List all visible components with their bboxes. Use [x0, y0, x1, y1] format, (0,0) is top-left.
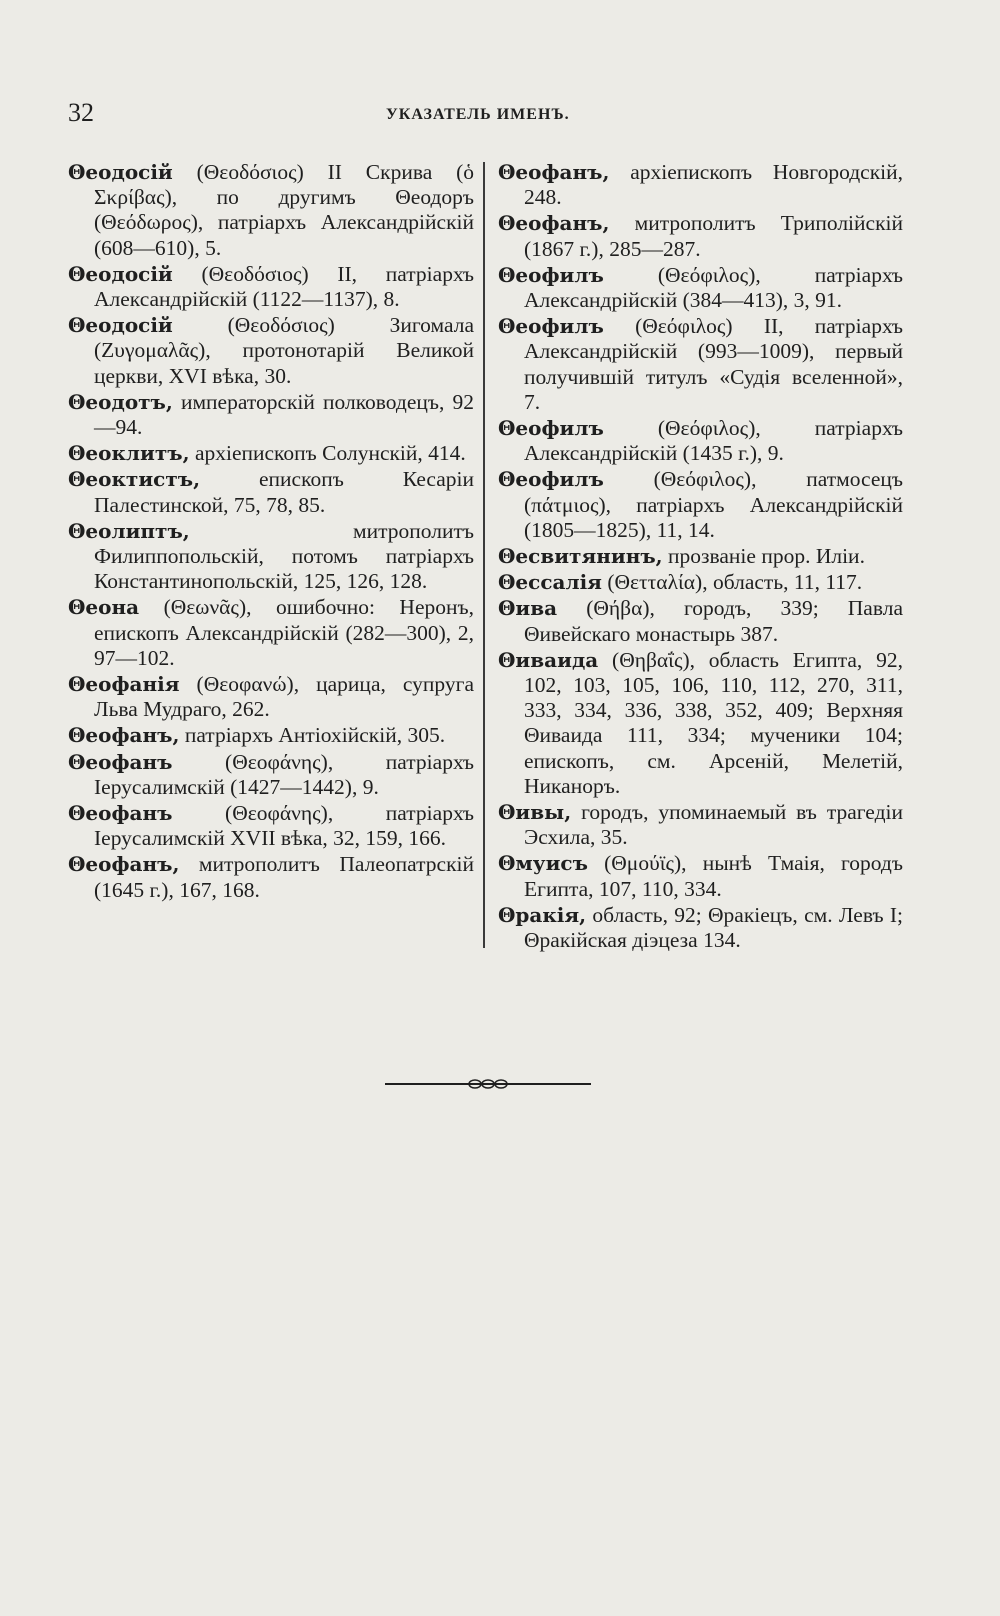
entry-headword: Θеофилъ: [498, 416, 604, 441]
entry-headword: Θракія,: [498, 902, 587, 927]
entry-text: (Θεόφιλος) II, патріархъ Александрійскій (993—1009), первый получившій титулъ «Судія вселенной», 7.: [524, 314, 903, 414]
index-entry: [68, 313, 474, 389]
entry-headword: Θеона: [68, 595, 140, 620]
entry-text: (Θεόφιλος), патріархъ Александрійскій (1435 г.), 9.: [524, 416, 903, 466]
index-entry: [68, 801, 474, 851]
entry-text: городъ, упоминаемый въ трагедіи Эсхила, 35.: [524, 800, 903, 850]
entry-text: (Θεοδόσιος) Зигомала (Ζυγομαλᾶς), протонотарій Великой церкви, XVI вѣка, 30.: [94, 313, 474, 388]
entry-headword: Θивы,: [498, 800, 572, 825]
page-number: 32: [68, 98, 94, 127]
entry-text: митрополитъ Филиппопольскій, потомъ патріархъ Константинопольскій, 125, 126, 128.: [94, 518, 474, 594]
entry-text: (Θήβα), городъ, 339; Павла Θивейскаго монастырь 387.: [524, 596, 903, 646]
index-entry: [498, 903, 903, 953]
entry-text: (Θεωνᾶς), ошибочно: Неронъ, епископъ Александрійскій (282—300), 2, 97—102.: [94, 595, 474, 670]
entry-headword: Θеодосій: [68, 313, 173, 338]
entry-text: митрополитъ Палеопатрскій (1645 г.), 167, 168.: [94, 852, 474, 902]
entry-headword: Θеоктистъ,: [68, 467, 201, 492]
entry-text: (Θεόφιλος), патріархъ Александрійскій (384—413), 3, 91.: [524, 262, 903, 313]
entry-text: императорскій полководецъ, 92—94.: [94, 389, 474, 440]
entry-headword: Θесвитянинъ,: [498, 544, 663, 569]
entry-headword: Θеофанія: [68, 672, 180, 697]
index-entry: [498, 648, 903, 799]
entry-headword: Θеофанъ,: [498, 160, 610, 184]
entry-text: (Θεόφιλος), патмосецъ (πάτμιος), патріархъ Александрійскій (1805—1825), 11, 14.: [524, 467, 903, 542]
entry-headword: Θессалія: [498, 570, 602, 595]
entry-text: область, 92; Θракіецъ, см. Левъ I; Θракійская діэцеза 134.: [524, 902, 903, 953]
entry-text: епископъ Кесаріи Палестинской, 75, 78, 85.: [94, 467, 474, 517]
index-entry: [498, 851, 903, 901]
running-title: УКАЗАТЕЛЬ ИМЕНЪ.: [386, 106, 570, 123]
entry-headword: Θива: [498, 596, 558, 621]
index-column-right: [498, 160, 903, 954]
entry-text: (Θεοδόσιος) II, патріархъ Александрійскій (1122—1137), 8.: [94, 261, 474, 312]
entry-text: (Θηβαΐς), область Египта, 92, 102, 103, 105, 106, 110, 112, 270, 311, 333, 334, 336, 338, 352, 409; Верхняя Θиваида 111, 334; мученики 104; епископъ, см. Арсеній, Мелетій, Никаноръ.: [524, 647, 903, 798]
index-entry: [498, 314, 903, 415]
index-entry: [68, 262, 474, 312]
index-entry: [498, 263, 903, 313]
entry-headword: Θеофилъ: [498, 314, 604, 339]
entry-text: патріархъ Антіохійскій, 305.: [179, 723, 446, 748]
entry-headword: Θеоклитъ,: [68, 441, 190, 466]
entry-text: (Θεοφάνης), патріархъ Іерусалимскій (1427—1442), 9.: [94, 749, 474, 799]
index-entry: [498, 160, 903, 210]
entry-headword: Θеофанъ,: [68, 852, 180, 877]
index-entry: [68, 672, 474, 722]
index-entry: [68, 467, 474, 517]
entry-text: прозваніе прор. Иліи.: [662, 544, 865, 569]
index-entry: [498, 544, 903, 569]
entry-headword: Θеофанъ: [68, 801, 173, 826]
end-ornament: [385, 1077, 591, 1091]
entry-headword: Θмуисъ: [498, 851, 588, 876]
entry-headword: Θеодотъ,: [68, 389, 173, 414]
entry-headword: Θеодосій: [68, 160, 173, 184]
index-entry: [68, 519, 474, 595]
index-entry: [68, 160, 474, 261]
entry-headword: Θеофанъ: [68, 749, 173, 774]
entry-text: (Θετταλία), область, 11, 117.: [601, 570, 863, 595]
entry-headword: Θеолиптъ,: [68, 518, 190, 543]
entry-headword: Θеофанъ,: [498, 211, 610, 236]
index-entry: [498, 596, 903, 646]
entry-headword: Θеофилъ: [498, 467, 604, 492]
index-entry: [68, 750, 474, 800]
index-entry: [68, 723, 474, 748]
entry-headword: Θеофилъ: [498, 262, 604, 287]
index-entry: [68, 390, 474, 440]
entry-text: (Θεοφάνης), патріархъ Іерусалимскій XVII вѣка, 32, 159, 166.: [94, 801, 474, 851]
index-entry: [498, 211, 903, 261]
index-column-left: [68, 160, 474, 904]
entry-headword: Θиваида: [498, 647, 599, 672]
index-entry: [68, 441, 474, 466]
entry-text: (Θεοφανώ), царица, супруга Льва Мудраго, 262.: [94, 672, 474, 722]
index-entry: [68, 852, 474, 902]
column-divider: [483, 162, 485, 948]
entry-text: (Θεοδόσιος) II Скрива (ὁ Σκρίβας), по другимъ Θеодоръ (Θεόδωρος), патріархъ Александрійскій (608—610), 5.: [94, 160, 474, 260]
entry-text: митрополитъ Триполійскій (1867 г.), 285—287.: [524, 211, 903, 261]
index-entry: [68, 595, 474, 671]
entry-text: архіепископъ Солунскій, 414.: [189, 441, 466, 466]
index-entry: [498, 467, 903, 543]
entry-headword: Θеофанъ,: [68, 723, 180, 748]
entry-text: (Θμούϊς), нынѣ Тмаія, городъ Египта, 107, 110, 334.: [524, 851, 903, 901]
entry-text: архіепископъ Новгородскій, 248.: [524, 160, 903, 210]
index-entry: [498, 800, 903, 850]
entry-headword: Θеодосій: [68, 261, 173, 286]
index-entry: [498, 416, 903, 466]
index-entry: [498, 570, 903, 595]
